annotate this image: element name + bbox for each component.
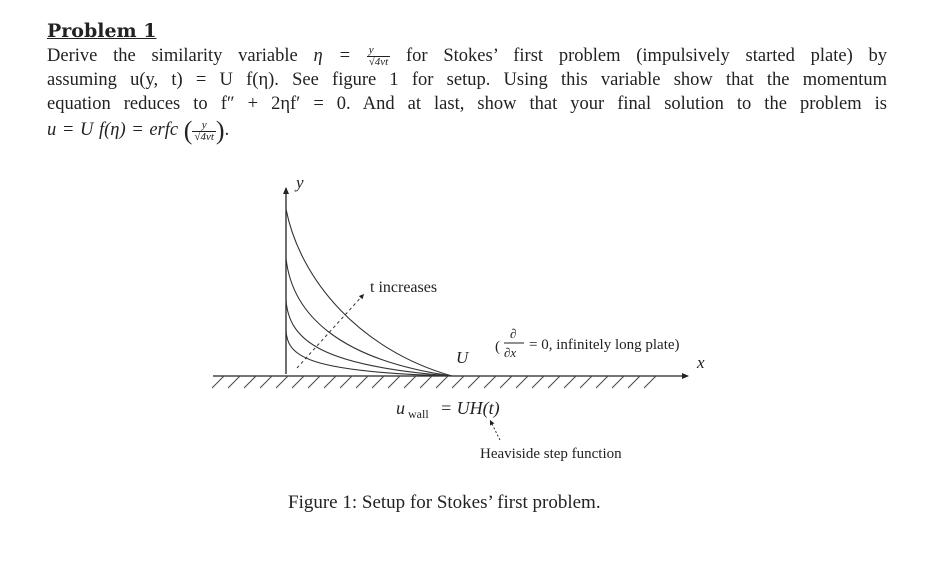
condition-text: = 0, infinitely long plate): [529, 337, 680, 353]
fraction-numerator: y: [367, 45, 390, 57]
right-paren: ): [215, 116, 225, 145]
line1-text-b: for Stokes’ first problem (impulsively started plate) by: [406, 46, 888, 66]
solution-fraction-numerator: y: [192, 120, 215, 132]
profile-curve-2: [286, 300, 452, 376]
eta-definition: η =: [313, 46, 351, 66]
problem-title: Problem 1: [47, 20, 157, 42]
partial-numerator: ∂: [510, 326, 517, 341]
wall-velocity-subscript: wall: [408, 407, 429, 421]
problem-line-2: assuming u(y, t) = U f(η). See figure 1 for setup. Using this variable show that the momentum: [47, 70, 887, 91]
wall-velocity-equation: = UH(t): [440, 398, 500, 418]
condition-open-paren: (: [495, 339, 500, 355]
line1-text-a: Derive the similarity variable: [47, 46, 298, 66]
t-increases-label: t increases: [370, 279, 438, 296]
figure-caption: Figure 1: Setup for Stokes’ first problem.: [288, 492, 601, 513]
x-axis-label: x: [697, 353, 705, 372]
t-increases-arrow: [297, 294, 364, 368]
wall-hatching: [212, 376, 656, 388]
heaviside-arrow: [490, 420, 500, 440]
problem-line-3: equation reduces to f″ + 2ηf′ = 0. And at last, show that your final solution to the problem is: [47, 94, 887, 115]
profile-curve-3: [286, 258, 452, 376]
heaviside-label: Heaviside step function: [480, 446, 622, 462]
y-axis-label: y: [296, 173, 304, 192]
solution-fraction-denominator: √4νt: [194, 130, 214, 143]
velocity-label: U: [456, 348, 469, 367]
wall-velocity-symbol: u: [396, 398, 405, 418]
partial-denominator: ∂x: [504, 345, 517, 360]
solution-period: .: [224, 120, 230, 141]
left-paren: (: [183, 116, 193, 145]
fraction-denominator: √4νt: [368, 56, 389, 69]
solution-expression: u = U f(η) = erfc: [47, 120, 179, 141]
